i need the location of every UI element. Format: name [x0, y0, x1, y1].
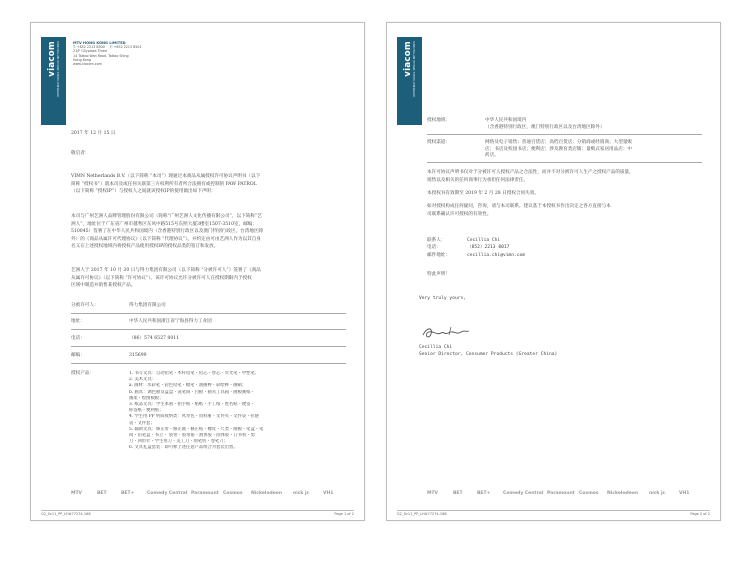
- brand-logo-nickelodeon: Nickelodeon: [251, 491, 283, 496]
- brand-logo-mtv: MTV: [71, 491, 83, 496]
- brand-logo-bet: BET: [97, 491, 107, 496]
- field-products: [71, 371, 346, 481]
- text-line: （含香港特别行政区，澳门特别行政区以及台湾地区除外）: [485, 124, 605, 130]
- brand-logo-comedy-central: Comedy Central: [503, 491, 544, 496]
- logo-wordmark: viacom: [403, 41, 413, 77]
- field-label: 地址：: [71, 319, 85, 324]
- field-label: 分被许可人：: [71, 303, 99, 308]
- contact-fax: F: +852 2213 8501: [109, 45, 142, 50]
- brand-logo-paramount: Paramount: [191, 491, 219, 496]
- text-line: 网络及电子销售；普通百货店；高档百货店；分销商或经销商；大型量贩: [485, 140, 633, 145]
- divider: [427, 134, 702, 135]
- field-value: 中华人民共和国浙江省宁海县得力工业园: [129, 319, 212, 324]
- brand-logo-comedy-central: Comedy Central: [147, 491, 188, 496]
- product-item: 1. 书写文具：自动铅笔・木杆铅笔・铅芯・替芯・荧光笔・中性笔；: [129, 371, 260, 376]
- product-item: a. 画材：水彩笔・彩色铅笔・蜡笔・油画棒・彩绘棒・画刷；: [129, 383, 247, 389]
- product-item: 5. 辅助文具：修正带・修正液・修正贴・橡皮・尺类・画板・笔盒・笔: [129, 426, 264, 432]
- paragraph-1: [71, 173, 346, 196]
- text-line: 从属许可协议》（以下简称 “许可协议”）。该许可协议允许分被许可人在授权期限内于授权: [71, 275, 252, 281]
- signer-title: Senior Director, Consumer Products (Greater China): [419, 352, 558, 357]
- logo-subtitle: INTERNATIONAL MEDIA NETWORKS: [56, 41, 60, 97]
- divider: [71, 346, 346, 347]
- product-list: [129, 371, 344, 452]
- page-number: Page 2 of 2: [690, 512, 710, 516]
- text-line: 本司与广州艺洲人品牌管理股份有限公司（简称“广州艺洲人文化传播有限公司”，以下简称“艺: [71, 214, 262, 219]
- page-footer: [397, 510, 710, 516]
- signer-name: Cecillia Chi: [419, 345, 453, 350]
- address-line: 21/F Cityplaza Three: [73, 49, 107, 54]
- company-name: MTV HONG KONG LIMITED: [73, 41, 126, 45]
- brand-logo-vh1: VH1: [679, 491, 690, 496]
- text-line: 艺洲人于 2017 年 10 月 30 日与得力集团有限公司（以下简称 “分被许可人”）签署了《商品: [71, 268, 261, 273]
- text-line: 如对授权构成任何疑问，咨询，请与本司联系。建议基于本授权书作出决定之各方直接与本: [427, 204, 611, 209]
- letter-date: 2017 年 12 月 15 日: [71, 131, 116, 136]
- text-line: 店；书店及校园书店；便利店；涉及教育类店铺；量贩式家居用品店；中: [485, 146, 633, 152]
- field-value: [485, 118, 604, 131]
- brand-logo-strip: [387, 491, 720, 509]
- brand-logo-mtv: MTV: [427, 491, 439, 496]
- divider: [71, 329, 346, 330]
- brand-logo-paramount: Paramount: [547, 491, 575, 496]
- field-value: 315699: [129, 353, 147, 358]
- text-line: 本许可协议声明书仅对于分被许可人授权产品之合法性，而并不对分被许可人生产之授权产品的质量，: [427, 170, 634, 175]
- brand-logo-strip: [31, 491, 364, 509]
- divider: [427, 162, 702, 163]
- field-label: 授权地域：: [427, 118, 450, 123]
- document-reference: G2_0c11_PP_LH#77274-168: [41, 512, 91, 516]
- text-line: 药店。: [485, 153, 499, 158]
- text-line: 外）的《商品从属许可代理协议》（以下简称 “代理协议”）。并约定由可由艺洲人作为以其自身: [71, 236, 261, 242]
- brand-logo-vh1: VH1: [323, 491, 334, 496]
- brand-logo-bet-plus: BET+: [121, 491, 135, 496]
- product-item: 4. 学生用 PP 材质收纳类：风琴包・资料册・文件夹・文件袋・拉链: [129, 414, 259, 420]
- field-label: 电话：: [427, 245, 441, 250]
- brand-logo-cosmos: Cosmos: [579, 491, 599, 496]
- address-line: 14 Taikoo Wan Road, Taikoo Shing: [73, 53, 129, 58]
- brand-logo-nickelodeon: Nickelodeon: [607, 491, 639, 496]
- paragraph-disclaimer: [427, 169, 707, 184]
- text-line: 销售以及相关的任何商事行为承担任何法律责任。: [427, 177, 529, 183]
- text-line: 中华人民共和国境内: [485, 118, 527, 123]
- page-footer: [41, 510, 354, 516]
- page-number: Page 1 of 2: [334, 512, 354, 516]
- field-value: （86）574 6527 8011: [129, 336, 180, 341]
- product-item: 3. 纸品文具：学生本册・拍手纸・贴纸・手工纸・姓名贴・便签・: [129, 402, 255, 408]
- letterhead: [73, 41, 146, 66]
- closing-cn: 特此声明！: [427, 272, 450, 277]
- divider: [71, 363, 346, 364]
- viacom-logo: [397, 37, 422, 125]
- text-line: VIMN Netherlands B.V.（以下简称 “本司”）现通过本商品从属授权许可协议声明书（以下: [71, 174, 261, 179]
- document-reference: G2_0c11_PP_LH#77274-168: [397, 512, 447, 516]
- paragraph-3: [71, 267, 346, 290]
- closing-en: Very truly yours,: [419, 296, 467, 301]
- field-label: 邮件地址：: [427, 253, 450, 258]
- field-label: 授权渠道：: [427, 140, 450, 145]
- letter-page-2: [386, 22, 721, 521]
- field-label: 电话：: [71, 336, 85, 341]
- field-value: [485, 140, 632, 160]
- brand-logo-nick-jr: nick jr.: [293, 491, 310, 496]
- signature: [421, 323, 471, 341]
- viacom-logo: [41, 37, 66, 125]
- address-line: Hong Kong: [73, 57, 91, 62]
- brand-logo-cosmos: Cosmos: [223, 491, 243, 496]
- address-line: www.viacom.com: [73, 62, 102, 67]
- product-item: 6. 文具礼盒套装：即可释上述任意产品组合为套装出售。: [129, 445, 238, 451]
- text-line: 名义在上述授权地域内将授权产品使用授权IP的授权品类的签订和发放。: [71, 244, 219, 250]
- text-line: 区域中制造并销售某授权产品。: [71, 283, 136, 289]
- product-item: 筒・铅笔盒・书立・ 胶带・胶带座・液体胶・固体胶・订书机・剪: [129, 433, 255, 439]
- brand-logo-bet: BET: [453, 491, 463, 496]
- text-line: （以下简称 “授权IP”）与授权人之间就该授权IP的使用做出如下声明：: [71, 189, 216, 195]
- product-item: 2. 美术文具：: [129, 377, 156, 383]
- product-item: 刀・回形针・学生用刀・美工刀・削笔机・卷笔刀；: [129, 439, 228, 445]
- field-label: 授权产品：: [71, 371, 94, 376]
- brand-logo-nick-jr: nick jr.: [649, 491, 666, 496]
- text-line: 简称 “授权书”）就本司及或任何关联第三方权利所有者所合法拥有或控制的 PAW PATROL: [71, 181, 257, 187]
- product-item: 袋・文件套；: [129, 420, 155, 426]
- text-line: 司联系确认许可授权的有效性。: [427, 211, 492, 217]
- product-item: 画架・绘图模板；: [129, 395, 164, 401]
- logo-subtitle: INTERNATIONAL MEDIA NETWORKS: [412, 41, 416, 97]
- text-line: 洲人”，地址位于广东省广州市越秀区东风中路515号东照大厦3楼室1507-3510室，邮编：: [71, 221, 257, 227]
- brand-logo-bet-plus: BET+: [477, 491, 491, 496]
- product-item: b. 画具：调色板及盒盘・洗笔筒・白板・画夹工具箱・画板画纸・: [129, 389, 255, 395]
- product-item: 标签纸・便利贴；: [129, 408, 164, 414]
- field-value: Cecillia Chi: [467, 238, 501, 243]
- email-link[interactable]: cecillia.chi@vimn.com: [467, 253, 526, 258]
- field-label: 邮编：: [71, 353, 85, 358]
- field-label: 联系人：: [427, 238, 446, 243]
- field-value: （852）2213 8017: [467, 245, 510, 250]
- field-value: 得力集团有限公司: [129, 303, 166, 308]
- logo-wordmark: viacom: [47, 41, 57, 77]
- text-line: 510045）签署了在中华人民共和国境内（含香港特别行政区以及澳门特别行政区，台湾地区除: [71, 229, 264, 235]
- letter-page-1: [30, 22, 365, 521]
- paragraph-2: [71, 213, 346, 251]
- paragraph-validity: 本授权书有效期至 2019 年 2 月 28 日授权合同失效。: [427, 191, 539, 196]
- greeting: 敬启者：: [71, 151, 90, 156]
- paragraph-contact: [427, 203, 707, 218]
- contact-phone: T: +852 2213 8500: [73, 45, 105, 50]
- divider: [71, 313, 346, 314]
